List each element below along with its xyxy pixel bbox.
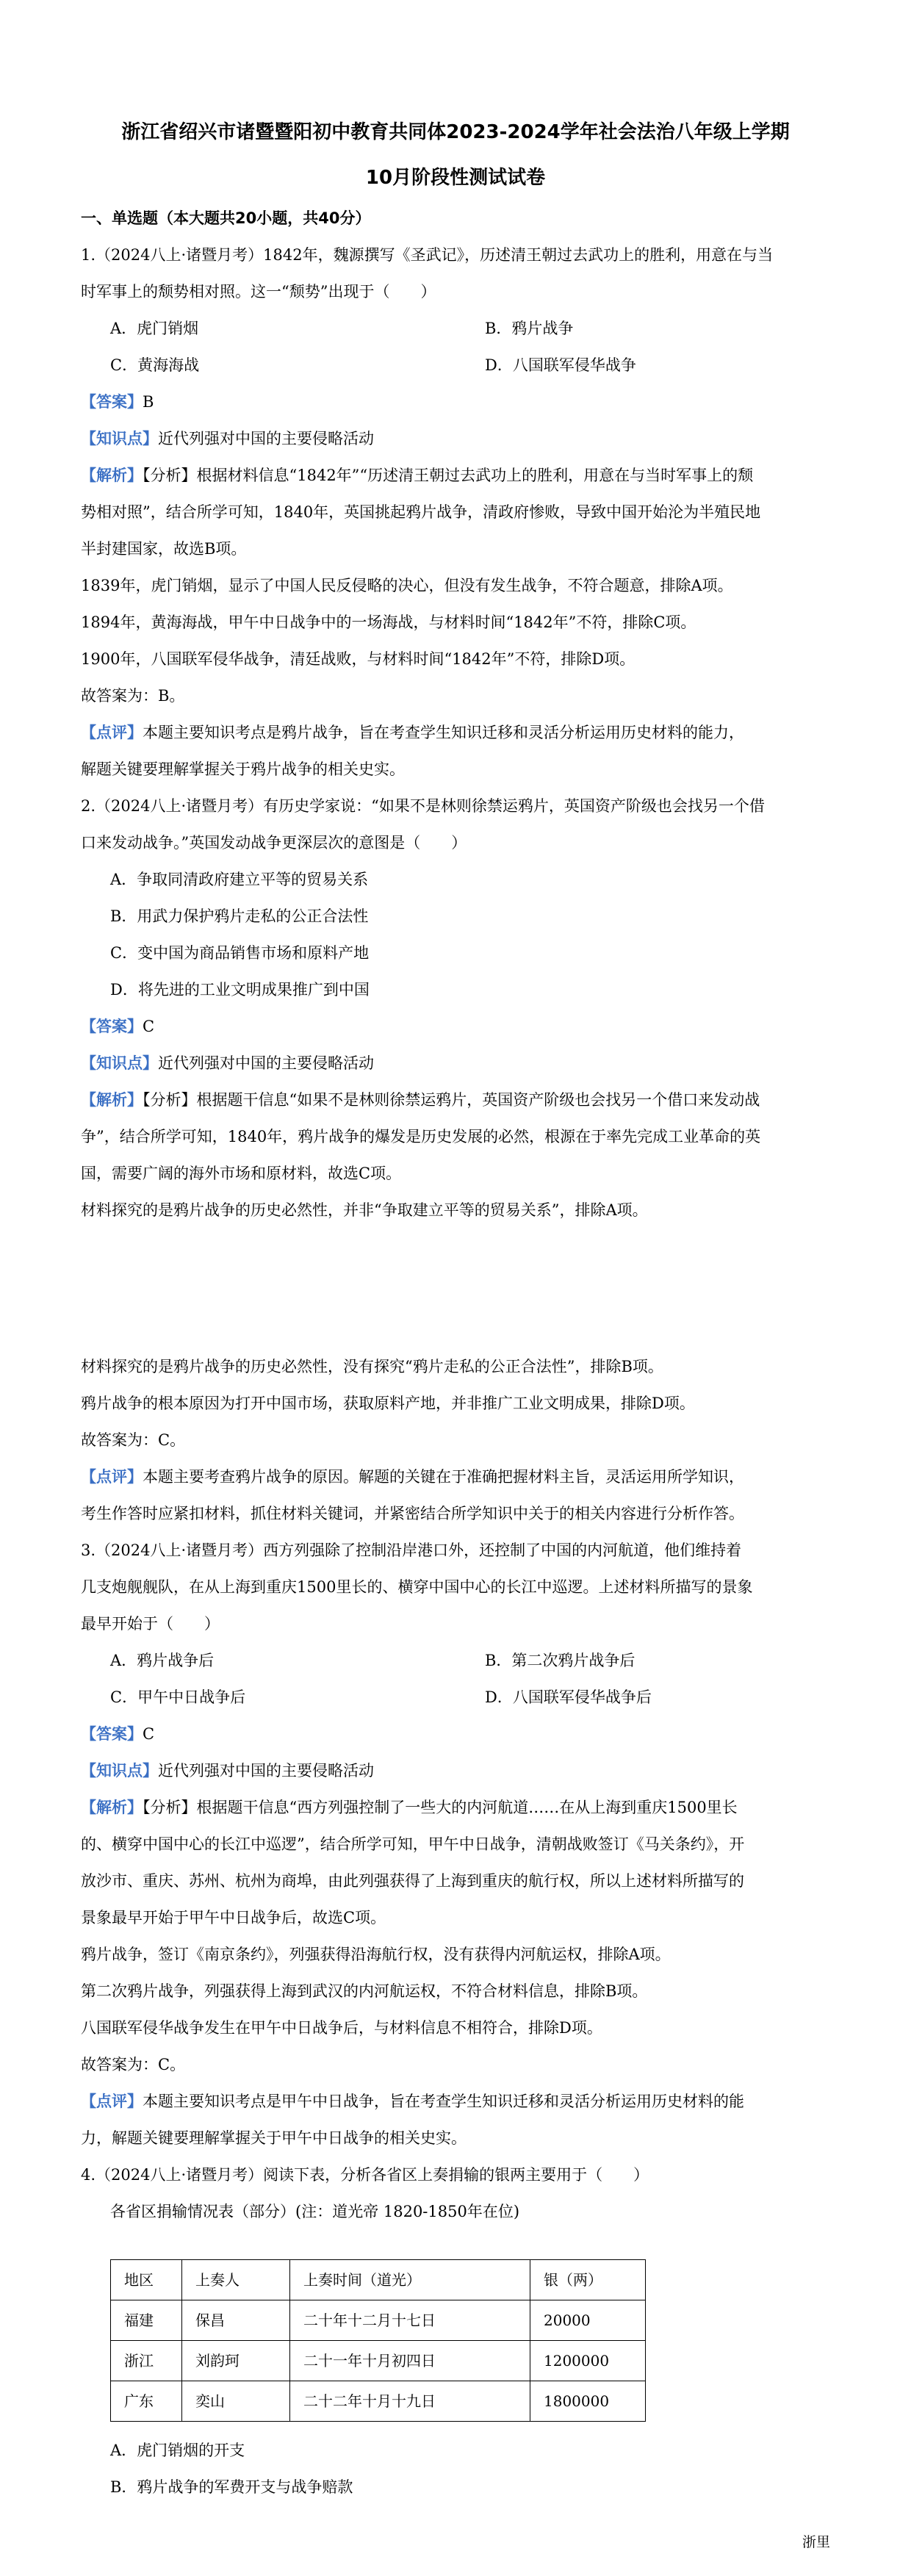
comment-tag: 【点评】 (81, 1467, 143, 1486)
analysis-line (81, 457, 830, 494)
answer-tag: 【答案】 (81, 1724, 143, 1743)
analysis-text: 景象最早开始于甲午中日战争后，故选C项。 (81, 1909, 386, 1926)
analysis-text: 放沙市、重庆、苏州、杭州为商埠，由此列强获得了上海到重庆的航行权，所以上述材料所描写的 (81, 1872, 744, 1890)
comment-line (81, 1458, 830, 1495)
question-block-2 (81, 1348, 830, 2230)
table-header-cell: 银（两） (530, 2260, 646, 2300)
option-d: D．八国联军侵华战争 (485, 356, 636, 374)
option-d: D．将先进的工业文明成果推广到中国 (110, 981, 370, 999)
document-title-line1: 浙江省绍兴市诸暨暨阳初中教育共同体2023-2024学年社会法治八年级上学期 (121, 121, 790, 143)
answer-line (81, 1716, 830, 1752)
question-4-stem: 4.（2024八上·诸暨月考）阅读下表，分析各省区上奏捐输的银两主要用于（ ） (81, 2166, 649, 2184)
question-2-stem-line1: 2.（2024八上·诸暨月考）有历史学家说：“如果不是林则徐禁运鸦片，英国资产阶级也会找另一个借 (81, 797, 765, 815)
option-a: A．争取同清政府建立平等的贸易关系 (110, 871, 369, 888)
answer-value: C (143, 1018, 155, 1035)
table-cell: 保昌 (182, 2300, 290, 2341)
table-cell: 二十一年十月初四日 (290, 2341, 530, 2381)
analysis-line (81, 1789, 830, 1826)
analysis-text: 国，需要广阔的海外市场和原材料，故选C项。 (81, 1165, 402, 1182)
answer-line (81, 1008, 830, 1045)
table-cell: 浙江 (111, 2341, 182, 2381)
question-3-stem-line2: 几支炮舰舰队，在从上海到重庆1500里长的、横穿中国中心的长江中巡逻。上述材料所描写的景象 (81, 1578, 753, 1596)
option-c: C．变中国为商品销售市场和原料产地 (110, 944, 370, 962)
knowledge-line (81, 420, 830, 457)
comment-text: 本题主要知识考点是鸦片战争，旨在考查学生知识迁移和灵活分析运用历史材料的能力， (143, 724, 744, 741)
option-b: B．第二次鸦片战争后 (485, 1652, 635, 1669)
analysis-text: 故答案为：C。 (81, 1431, 186, 1449)
analysis-tag: 【解析】 (81, 466, 143, 484)
page-footer: 浙里 (802, 2534, 830, 2550)
answer-value: B (143, 393, 154, 411)
answer-value: C (143, 1725, 155, 1743)
option-c: C．黄海海战 (110, 356, 200, 374)
analysis-text: 鸦片战争的根本原因为打开中国市场，获取原料产地，并非推广工业文明成果，排除D项。 (81, 1395, 695, 1412)
knowledge-line (81, 1752, 830, 1789)
analysis-text: 势相对照”，结合所学可知，1840年，英国挑起鸦片战争，清政府惨败，导致中国开始沦为半殖民地 (81, 503, 761, 521)
analysis-text: 【分析】根据材料信息“1842年”“历述清王朝过去武功上的胜利，用意在与当时军事上的颓 (143, 467, 754, 484)
question-block-1 (81, 200, 830, 1228)
analysis-line (81, 1082, 830, 1118)
answer-tag: 【答案】 (81, 392, 143, 411)
analysis-text: 第二次鸦片战争，列强获得上海到武汉的内河航运权，不符合材料信息，排除B项。 (81, 1982, 648, 2000)
analysis-text: 鸦片战争，签订《南京条约》，列强获得沿海航行权，没有获得内河航运权，排除A项。 (81, 1946, 671, 1963)
table-cell: 二十年十二月十七日 (290, 2300, 530, 2341)
table-row (111, 2341, 646, 2381)
analysis-text: 1894年，黄海海战，甲午中日战争中的一场海战，与材料时间“1842年”不符，排除C项。 (81, 614, 696, 631)
analysis-text: 的、横穿中国中心的长江中巡逻”，结合所学可知，甲午中日战争，清朝战败签订《马关条约》，开 (81, 1835, 745, 1853)
donation-table (110, 2259, 646, 2422)
table-header-cell: 上奏时间（道光） (290, 2260, 530, 2300)
question-1-stem-line2: 时军事上的颓势相对照。这一“颓势”出现于（ ） (81, 283, 436, 301)
document-title-line2: 10月阶段性测试试卷 (365, 167, 546, 189)
question-1-stem-line1: 1.（2024八上·诸暨月考）1842年，魏源撰写《圣武记》，历述清王朝过去武功上的胜利，用意在与当 (81, 246, 774, 264)
knowledge-tag: 【知识点】 (81, 1054, 158, 1072)
table-row (111, 2381, 646, 2422)
comment-tag: 【点评】 (81, 723, 143, 741)
analysis-text: 材料探究的是鸦片战争的历史必然性，并非“争取建立平等的贸易关系”，排除A项。 (81, 1201, 648, 1219)
analysis-text: 1839年，虎门销烟，显示了中国人民反侵略的决心，但没有发生战争，不符合题意，排除A项。 (81, 577, 733, 594)
answer-tag: 【答案】 (81, 1017, 143, 1035)
comment-text: 考生作答时应紧扣材料，抓住材料关键词，并紧密结合所学知识中关于的相关内容进行分析作答。 (81, 1505, 744, 1522)
knowledge-value: 近代列强对中国的主要侵略活动 (158, 1054, 374, 1072)
option-a: A．虎门销烟 (110, 320, 199, 337)
analysis-text: 八国联军侵华战争发生在甲午中日战争后，与材料信息不相符合，排除D项。 (81, 2019, 602, 2037)
question-3-stem-line3: 最早开始于（ ） (81, 1615, 220, 1633)
table-cell: 奕山 (182, 2381, 290, 2422)
table-row (111, 2300, 646, 2341)
knowledge-line (81, 1045, 830, 1082)
question-3-options (81, 1642, 830, 1716)
analysis-text: 故答案为：C。 (81, 2056, 186, 2073)
table-cell: 广东 (111, 2381, 182, 2422)
question-3-stem-line1: 3.（2024八上·诸暨月考）西方列强除了控制沿岸港口外，还控制了中国的内河航道，他们维持着 (81, 1541, 742, 1559)
analysis-text: 1900年，八国联军侵华战争，清廷战败，与材料时间“1842年”不符，排除D项。 (81, 650, 635, 668)
section-heading: 一、单选题（本大题共20小题，共40分） (81, 209, 371, 227)
comment-text: 力，解题关键要理解掌握关于甲午中日战争的相关史实。 (81, 2129, 467, 2147)
option-b: B．鸦片战争 (485, 320, 574, 337)
option-d: D．八国联军侵华战争后 (485, 1688, 652, 1706)
knowledge-tag: 【知识点】 (81, 429, 158, 447)
option-b: B．用武力保护鸦片走私的公正合法性 (110, 907, 369, 925)
knowledge-value: 近代列强对中国的主要侵略活动 (158, 1762, 374, 1780)
table-cell: 福建 (111, 2300, 182, 2341)
question-2-stem-line2: 口来发动战争。”英国发动战争更深层次的意图是（ ） (81, 834, 467, 852)
option-a: A．虎门销烟的开支 (110, 2442, 245, 2459)
table-cell: 1200000 (530, 2341, 646, 2381)
comment-text: 本题主要知识考点是甲午中日战争，旨在考查学生知识迁移和灵活分析运用历史材料的能 (143, 2093, 744, 2110)
answer-line (81, 384, 830, 420)
question-1-options (81, 310, 830, 384)
table-cell: 20000 (530, 2300, 646, 2341)
option-a: A．鸦片战争后 (110, 1652, 215, 1669)
option-b: B．鸦片战争的军费开支与战争赔款 (110, 2478, 353, 2496)
knowledge-value: 近代列强对中国的主要侵略活动 (158, 430, 374, 447)
analysis-text: 材料探究的是鸦片战争的历史必然性，没有探究“鸦片走私的公正合法性”，排除B项。 (81, 1358, 663, 1375)
comment-text: 解题关键要理解掌握关于鸦片战争的相关史实。 (81, 760, 405, 778)
question-4-options (81, 2432, 830, 2505)
table-cell: 刘韵珂 (182, 2341, 290, 2381)
analysis-text: 半封建国家，故选B项。 (81, 540, 247, 558)
table-header-cell: 上奏人 (182, 2260, 290, 2300)
analysis-tag: 【解析】 (81, 1798, 143, 1816)
analysis-tag: 【解析】 (81, 1090, 143, 1109)
table-caption: 各省区捐输情况表（部分）(注：道光帝 1820-1850年在位) (110, 2203, 520, 2220)
comment-line (81, 2083, 830, 2120)
comment-line (81, 714, 830, 751)
analysis-text: 【分析】根据题干信息“如果不是林则徐禁运鸦片，英国资产阶级也会找另一个借口来发动战 (143, 1091, 760, 1109)
comment-tag: 【点评】 (81, 2092, 143, 2110)
analysis-text: 故答案为：B。 (81, 687, 185, 705)
comment-text: 本题主要考查鸦片战争的原因。解题的关键在于准确把握材料主旨，灵活运用所学知识， (143, 1468, 744, 1486)
analysis-text: 【分析】根据题干信息“西方列强控制了一些大的内河航道……在从上海到重庆1500里长 (143, 1799, 738, 1816)
table-header-cell: 地区 (111, 2260, 182, 2300)
knowledge-tag: 【知识点】 (81, 1761, 158, 1780)
analysis-text: 争”，结合所学可知，1840年，鸦片战争的爆发是历史发展的必然，根源在于率先完成工业革命的英 (81, 1128, 761, 1145)
table-cell: 1800000 (530, 2381, 646, 2422)
table-header-row (111, 2260, 646, 2300)
table-cell: 二十二年十月十九日 (290, 2381, 530, 2422)
option-c: C．甲午中日战争后 (110, 1688, 246, 1706)
